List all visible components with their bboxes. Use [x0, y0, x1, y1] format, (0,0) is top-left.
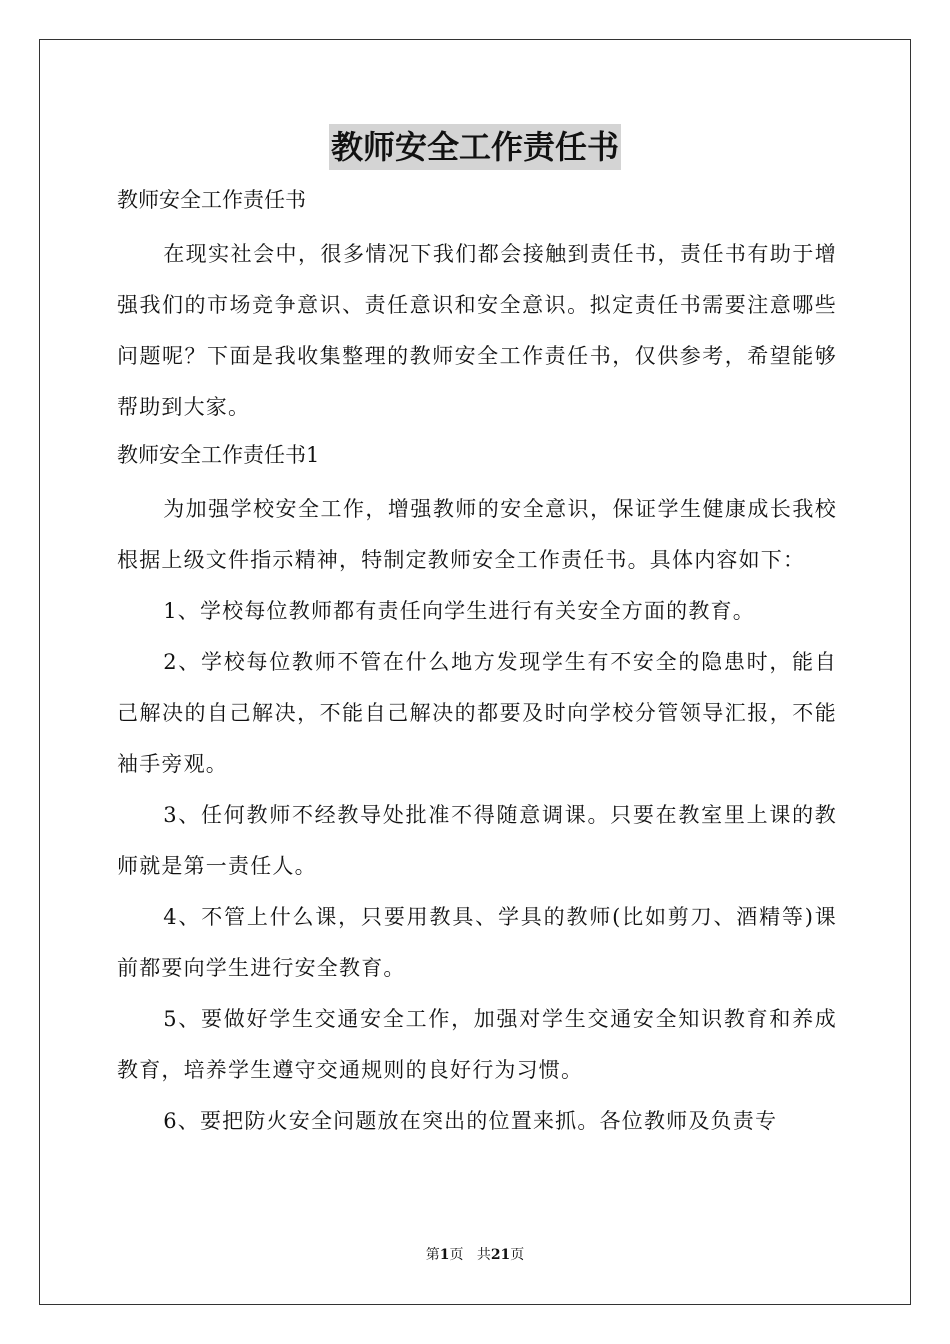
footer-prefix: 第	[425, 1247, 440, 1263]
footer-total-unit: 页	[510, 1247, 525, 1263]
body-paragraph: 为加强学校安全工作，增强教师的安全意识，保证学生健康成长我校根据上级文件指示精神，特制定教师安全工作责任书。具体内容如下：	[117, 497, 837, 572]
footer-page-number: 1	[439, 1247, 450, 1263]
document-body	[117, 178, 837, 1147]
footer-total-prefix: 共	[476, 1247, 491, 1263]
body-paragraph: 1、学校每位教师都有责任向学生进行有关安全方面的教育。	[163, 599, 755, 623]
page-footer	[0, 1245, 950, 1265]
footer-page-unit: 页	[449, 1247, 464, 1263]
title-area	[0, 124, 950, 170]
body-paragraph: 4、不管上什么课，只要用教具、学具的教师(比如剪刀、酒精等)课前都要向学生进行安全教育。	[117, 905, 837, 980]
section-heading: 教师安全工作责任书1	[117, 443, 320, 467]
body-paragraph: 3、任何教师不经教导处批准不得随意调课。只要在教室里上课的教师就是第一责任人。	[117, 803, 837, 878]
document-title: 教师安全工作责任书	[329, 124, 621, 170]
subtitle-line: 教师安全工作责任书	[117, 188, 306, 212]
intro-paragraph: 在现实社会中，很多情况下我们都会接触到责任书，责任书有助于增强我们的市场竞争意识、责任意识和安全意识。拟定责任书需要注意哪些问题呢？下面是我收集整理的教师安全工作责任书，仅供参考，希望能够帮助到大家。	[117, 242, 837, 419]
body-paragraph: 6、要把防火安全问题放在突出的位置来抓。各位教师及负责专	[163, 1109, 778, 1133]
footer-total-pages: 21	[490, 1247, 511, 1263]
body-paragraph: 5、要做好学生交通安全工作，加强对学生交通安全知识教育和养成教育，培养学生遵守交通规则的良好行为习惯。	[117, 1007, 837, 1082]
body-paragraph: 2、学校每位教师不管在什么地方发现学生有不安全的隐患时，能自己解决的自己解决，不能自己解决的都要及时向学校分管领导汇报，不能袖手旁观。	[117, 650, 837, 776]
